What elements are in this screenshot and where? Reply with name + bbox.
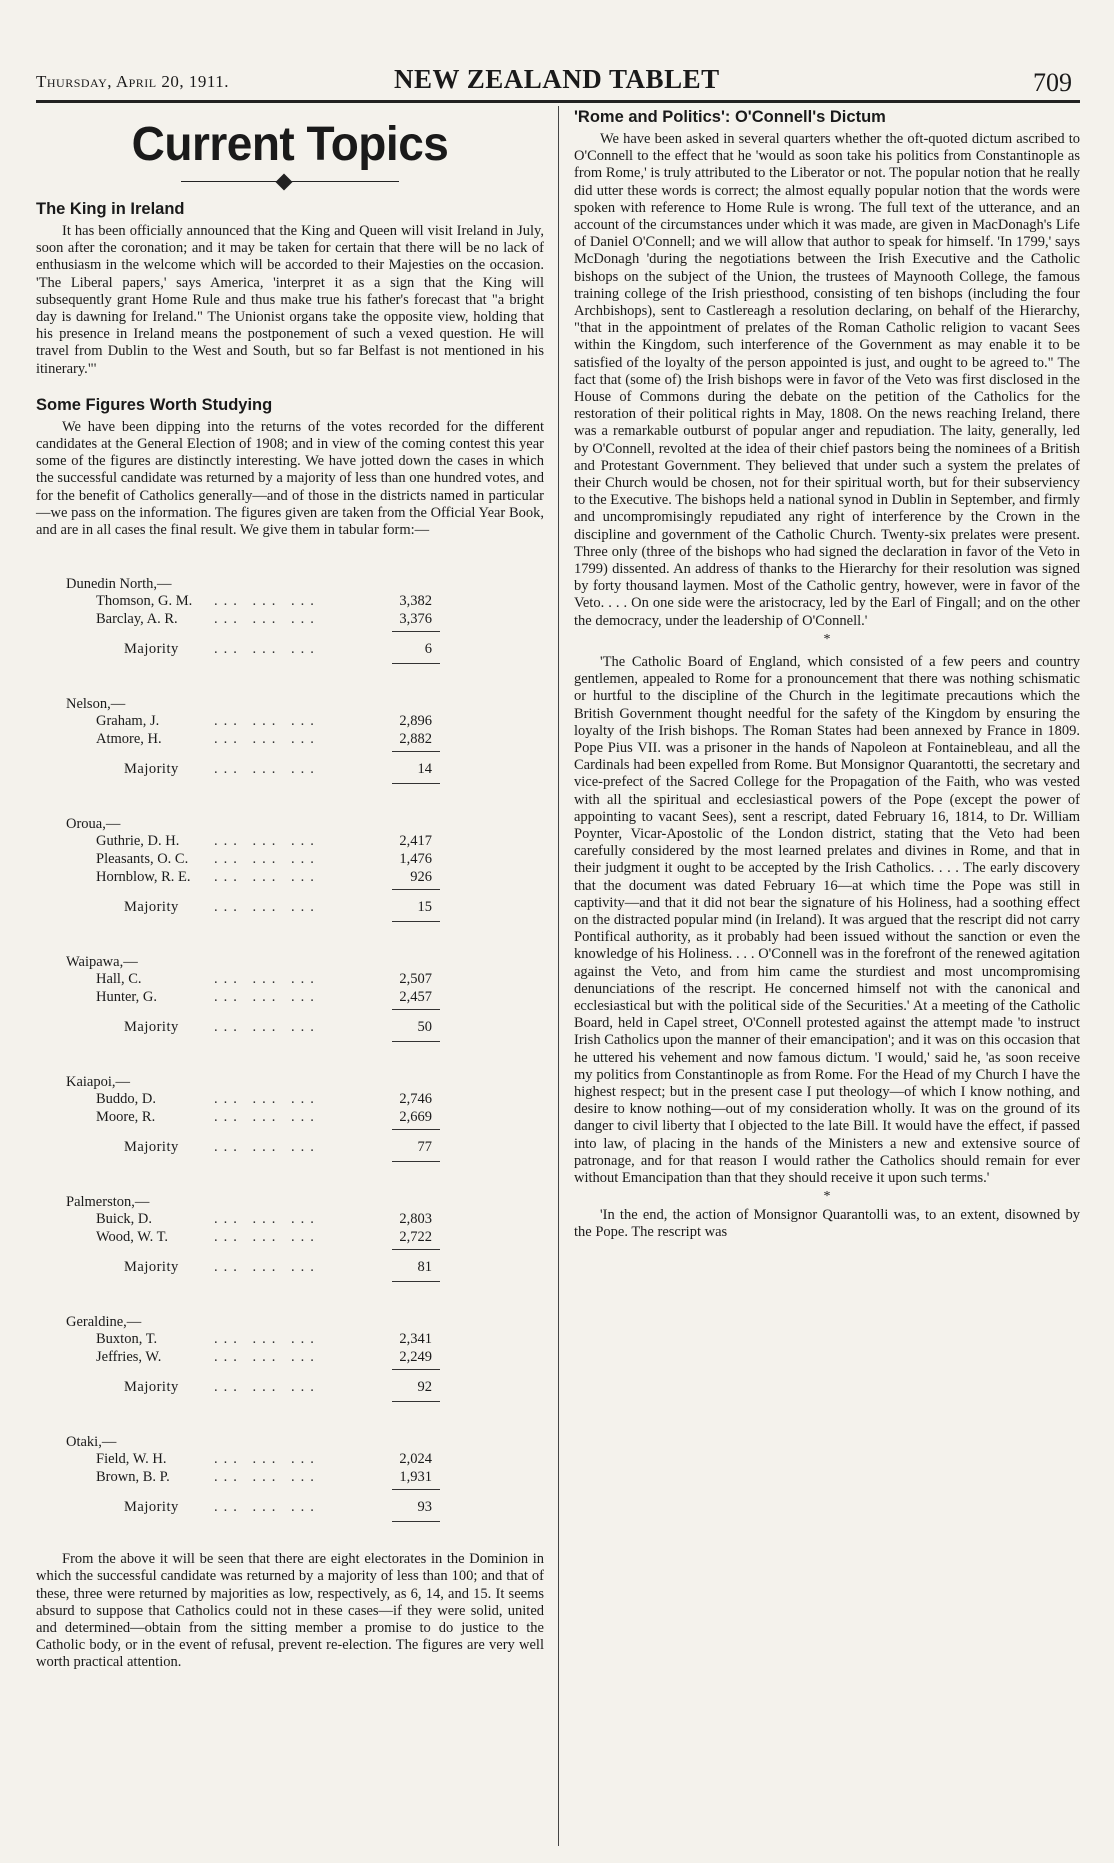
leader-dots: ... ... ...: [214, 1211, 320, 1228]
candidate-row: [36, 731, 544, 749]
electorate-block: [36, 695, 544, 787]
leader-dots: ... ... ...: [214, 1091, 320, 1108]
oconnell-paragraph-1: We have been asked in several quarters whether the oft-quoted dictum ascribed to O'Connell to the effect that he 'would as soon take his politics from Constantinople as from Rome,' is truly attributed to the Liberator or not. The popular notion that he really did utter these words is correct; the almost equally popular notion that the words were spoken with reference to Home Rule is wrong. The full text of the utterance, and an account of the circumstances under which it was made, are given in MacDonagh's Life of Daniel O'Connell; and we will allow that author to speak for himself. 'In 1799,' says McDonagh 'during the negotiations between the Irish Executive and the Catholic bishops on the subject of the Union, the trustees of Maynooth College, the famous training college of the Irish priesthood, consisting of ten bishops (including the four Archbishops), sent to Castlereagh a resolution declaring, on behalf of the Hierarchy, "that in the appointment of prelates of the Roman Catholic religion to vacant Sees within the Kingdom, such interference of the Government as may enable it to be satisfied of the loyalty of the person appointed is just, and ought to be agreed to." The fact that (some of) the Irish bishops were in favor of the Veto was first disclosed in the House of Commons during the debate on the petition of the Catholics for the restoration of their political rights in May, 1808. On the news reaching Ireland, there was a remarkable outburst of popular anger and repudiation. The laity, generally, led by O'Connell, revolted at the idea of their chief pastors being the nominees of a British and Protestant Government. They believed that under such a system the prelates of their Church would be chosen, not for their spiritual worth, but for their subserviency to the Executive. The bishops held a national synod in Dublin in September, and firmly and uncompromisingly repudiated any right of interference by the Crown in the discipline and government of the Catholic Church. Twenty-six prelates were present. Three only (three of the bishops who had signed the declaration in favor of the Veto in 1799) dissented. An address of thanks to the Hierarchy for their resolution was signed by forty thousand laymen. Most of the Catholic gentry, however, were in favor of the Veto. . . . On one side were the aristocracy, led by the Earl of Fingall; and on the other the democracy, under the leadership of O'Connell.': [574, 131, 1080, 629]
vote-count: 2,803: [399, 1211, 432, 1228]
left-column: [36, 108, 544, 1672]
vote-count: 2,457: [399, 989, 432, 1006]
page-number: 709: [1033, 68, 1072, 97]
vote-count: 1,476: [399, 851, 432, 868]
candidate-row: [36, 1109, 544, 1127]
vote-count: 2,341: [399, 1331, 432, 1348]
candidate-row: [36, 713, 544, 731]
majority-row: [36, 1259, 544, 1279]
candidate-name: Buxton, T.: [96, 1331, 158, 1348]
vote-count: 3,382: [399, 593, 432, 610]
king-article: It has been officially announced that the King and Queen will visit Ireland in July, soon after the coronation; and it may be taken for certain that there will be no lack of enthusiasm in the welcome which will be accorded to their Majesties on the occasion. 'The Liberal papers,' says America, 'interpret it as a sign that the King will subsequently grant Home Rule and thus make true his father's forecast that "a bright day is dawning for Ireland." The Unionist organs take the opposite view, holding that his presence in Ireland means the postponement of such a vexed question. He will travel from Dublin to the West and South, but so far Belfast is not mentioned in his itinerary."': [36, 223, 544, 377]
candidate-name: Barclay, A. R.: [96, 611, 178, 628]
candidate-name: Buick, D.: [96, 1211, 152, 1228]
majority-label: Majority: [124, 641, 179, 658]
column-divider: [558, 106, 559, 1846]
candidate-name: Buddo, D.: [96, 1091, 157, 1108]
ornament-divider: [36, 174, 544, 190]
electorate-block: [36, 815, 544, 925]
leader-dots: ... ... ...: [214, 1331, 320, 1348]
oconnell-paragraph-3: 'In the end, the action of Monsignor Quarantolli was, to an extent, disowned by the Pope. The rescript was: [574, 1207, 1080, 1241]
majority-row: [36, 1019, 544, 1039]
candidate-row: [36, 1331, 544, 1349]
majority-row: [36, 1139, 544, 1159]
leader-dots: ... ... ...: [214, 641, 320, 658]
electorate-block: [36, 953, 544, 1045]
leader-dots: ... ... ...: [214, 1469, 320, 1486]
candidate-name: Graham, J.: [96, 713, 160, 730]
section-title: Current Topics: [131, 115, 449, 171]
vote-count: 2,669: [399, 1109, 432, 1126]
candidate-name: Hunter, G.: [96, 989, 158, 1006]
electorate-name: Geraldine,—: [66, 1314, 142, 1331]
leader-dots: ... ... ...: [214, 1349, 320, 1366]
candidate-name: Wood, W. T.: [96, 1229, 169, 1246]
vote-count: 2,746: [399, 1091, 432, 1108]
vote-count: 2,507: [399, 971, 432, 988]
candidate-name: Hall, C.: [96, 971, 142, 988]
masthead: [36, 62, 1080, 102]
oconnell-paragraph-2: 'The Catholic Board of England, which consisted of a few peers and country gentlemen, appealed to Rome for a pronouncement that there was nothing schismatic or hurtful to the discipline of the Church in the legitimate precautions which the British Government thought needful for the safety of the Kingdom by ensuring the loyalty of the Irish bishops. The Roman States had been annexed by France in 1809. Pope Pius VII. was a prisoner in the hands of Napoleon at Fontainebleau, and all the Cardinals had been expelled from Rome. But Monsignor Quarantotti, the secretary and vice-prefect of the Sacred College for the Propagation of the Faith, who was vested with all the spiritual and ecclesiastical powers of the Pope (except the power of appointing to vacant Sees), sent a rescript, dated February 16, 1814, to Dr. William Poynter, Vicar-Apostolic of the London district, stating that the Veto had been carefully considered by the most learned prelates and divines in Rome, and that in their judgment it ought to be accepted by the Irish Catholics. . . . The early discovery that the document was dated February 16—at which time the Pope was still in captivity—and that it did not bear the signature of his Holiness, had a soothing effect on the distracted popular mind (in Ireland). It was argued that the rescript did not carry Pontifical authority, as it probably had been issued without the sanction or even the knowledge of his Holiness. . . . O'Connell was in the forefront of the renewed agitation against the Veto, and from him came the sturdiest and most uncompromising denunciations of the rescript. He concerned himself not with the canonical and ecclesiastical but with the political side of the Securities.' At a meeting of the Catholic Board, held in Capel street, O'Connell protested against the attempt made 'to instruct Irish Catholics upon the manner of their emancipation'; and it was on this occasion that he uttered his vehement and now famous dictum. 'I would,' said he, 'as soon receive my politics from Constantinople as from Rome. For the Head of my Church I have the highest respect; but in the present case I put theology—of which I know nothing, and desire to know nothing—out of my consideration wholly. It was on the ground of its danger to civil liberty that I objected to the late Bill. It would have the effect, if passed into law, of placing in the hands of the Ministers a new and extensive source of patronage, and for that reason I would rather the Catholics should remain for ever without Emancipation than that they should receive it upon such terms.': [574, 653, 1080, 1186]
candidate-name: Brown, B. P.: [96, 1469, 170, 1486]
candidate-name: Pleasants, O. C.: [96, 851, 189, 868]
asterisk-separator: *: [823, 1189, 831, 1205]
vote-count: 2,024: [399, 1451, 432, 1468]
leader-dots: ... ... ...: [214, 851, 320, 868]
majority-label: Majority: [124, 899, 179, 916]
leader-dots: ... ... ...: [214, 1019, 320, 1036]
majority-value: 92: [417, 1379, 432, 1396]
electorate-name: Kaiapoi,—: [66, 1074, 131, 1091]
leader-dots: ... ... ...: [214, 1451, 320, 1468]
candidate-name: Guthrie, D. H.: [96, 833, 180, 850]
majority-value: 6: [424, 641, 432, 658]
leader-dots: ... ... ...: [214, 1259, 320, 1276]
electorate-block: [36, 1073, 544, 1165]
leader-dots: ... ... ...: [214, 1379, 320, 1396]
electorate-block: [36, 1313, 544, 1405]
electorate-name: Palmerston,—: [66, 1194, 150, 1211]
leader-dots: ... ... ...: [214, 899, 320, 916]
candidate-row: [36, 869, 544, 887]
candidate-row: [36, 989, 544, 1007]
candidate-name: Jeffries, W.: [96, 1349, 162, 1366]
majority-value: 14: [417, 761, 432, 778]
leader-dots: ... ... ...: [214, 731, 320, 748]
leader-dots: ... ... ...: [214, 593, 320, 610]
king-heading: The King in Ireland: [36, 200, 185, 218]
majority-label: Majority: [124, 1019, 179, 1036]
leader-dots: ... ... ...: [214, 869, 320, 886]
majority-value: 15: [417, 899, 432, 916]
vote-count: 926: [410, 869, 432, 886]
majority-row: [36, 899, 544, 919]
figures-closing: From the above it will be seen that there are eight electorates in the Dominion in which the successful candidate was returned by a majority of less than 100; and that of these, three were returned by majorities as low, respectively, as 6, 14, and 15. It seems absurd to suppose that Catholics could not in these cases—if they were solid, united and determined—obtain from the sitting member a promise to do justice to the Catholic body, or in the event of refusal, prevent re-election. The figures are very well worth practical attention.: [36, 1551, 544, 1671]
electorate-name: Otaki,—: [66, 1434, 117, 1451]
vote-count: 1,931: [399, 1469, 432, 1486]
vote-count: 3,376: [399, 611, 432, 628]
figures-article: We have been dipping into the returns of the votes recorded for the different candidates at the General Election of 1908; and in view of the coming contest this year some of the figures are distinctly interesting. We have jotted down the cases in which the successful candidate was returned by a majority of less than one hundred votes, and for the benefit of Catholics generally—and of those in the districts named in particular—we pass on the information. The figures given are taken from the Official Year Book, and are in all cases the final result. We give them in tabular form:—: [36, 418, 544, 539]
candidate-name: Atmore, H.: [96, 731, 162, 748]
candidate-row: [36, 1091, 544, 1109]
candidate-name: Field, W. H.: [96, 1451, 167, 1468]
vote-count: 2,882: [399, 731, 432, 748]
majority-label: Majority: [124, 1499, 179, 1516]
candidate-row: [36, 1451, 544, 1469]
candidate-row: [36, 851, 544, 869]
majority-label: Majority: [124, 761, 179, 778]
majority-row: [36, 761, 544, 781]
majority-row: [36, 641, 544, 661]
leader-dots: ... ... ...: [214, 761, 320, 778]
newspaper-title: NEW ZEALAND TABLET: [394, 64, 720, 94]
leader-dots: ... ... ...: [214, 1139, 320, 1156]
majority-value: 81: [417, 1259, 432, 1276]
candidate-row: [36, 1229, 544, 1247]
majority-label: Majority: [124, 1139, 179, 1156]
vote-count: 2,722: [399, 1229, 432, 1246]
leader-dots: ... ... ...: [214, 1109, 320, 1126]
leader-dots: ... ... ...: [214, 989, 320, 1006]
majority-row: [36, 1499, 544, 1519]
majority-row: [36, 1379, 544, 1399]
candidate-row: [36, 971, 544, 989]
asterisk-separator: *: [823, 631, 831, 647]
vote-count: 2,417: [399, 833, 432, 850]
vote-count: 2,896: [399, 713, 432, 730]
majority-value: 93: [417, 1499, 432, 1516]
candidate-row: [36, 593, 544, 611]
candidate-row: [36, 611, 544, 629]
newspaper-page: [36, 0, 1080, 1863]
masthead-rule: [36, 100, 1080, 103]
electorate-name: Nelson,—: [66, 696, 126, 713]
leader-dots: ... ... ...: [214, 971, 320, 988]
issue-date: Thursday, April 20, 1911.: [36, 72, 230, 91]
electorate-name: Oroua,—: [66, 816, 121, 833]
leader-dots: ... ... ...: [214, 833, 320, 850]
candidate-name: Moore, R.: [96, 1109, 156, 1126]
electorate-name: Dunedin North,—: [66, 576, 172, 593]
diamond-ornament-icon: [276, 174, 293, 191]
candidate-row: [36, 1469, 544, 1487]
electorate-block: [36, 1433, 544, 1525]
figures-heading: Some Figures Worth Studying: [36, 395, 273, 414]
candidate-row: [36, 833, 544, 851]
leader-dots: ... ... ...: [214, 1499, 320, 1516]
electorate-block: [36, 575, 544, 667]
majority-label: Majority: [124, 1259, 179, 1276]
electorate-name: Waipawa,—: [66, 954, 138, 971]
majority-label: Majority: [124, 1379, 179, 1396]
candidate-name: Thomson, G. M.: [96, 593, 193, 610]
leader-dots: ... ... ...: [214, 713, 320, 730]
right-column: [574, 108, 1080, 1242]
candidate-row: [36, 1211, 544, 1229]
leader-dots: ... ... ...: [214, 611, 320, 628]
election-results-table: [36, 575, 544, 1525]
candidate-name: Hornblow, R. E.: [96, 869, 191, 886]
oconnell-heading: 'Rome and Politics': O'Connell's Dictum: [574, 108, 886, 126]
electorate-block: [36, 1193, 544, 1285]
vote-count: 2,249: [399, 1349, 432, 1366]
majority-value: 77: [417, 1139, 432, 1156]
leader-dots: ... ... ...: [214, 1229, 320, 1246]
candidate-row: [36, 1349, 544, 1367]
majority-value: 50: [417, 1019, 432, 1036]
